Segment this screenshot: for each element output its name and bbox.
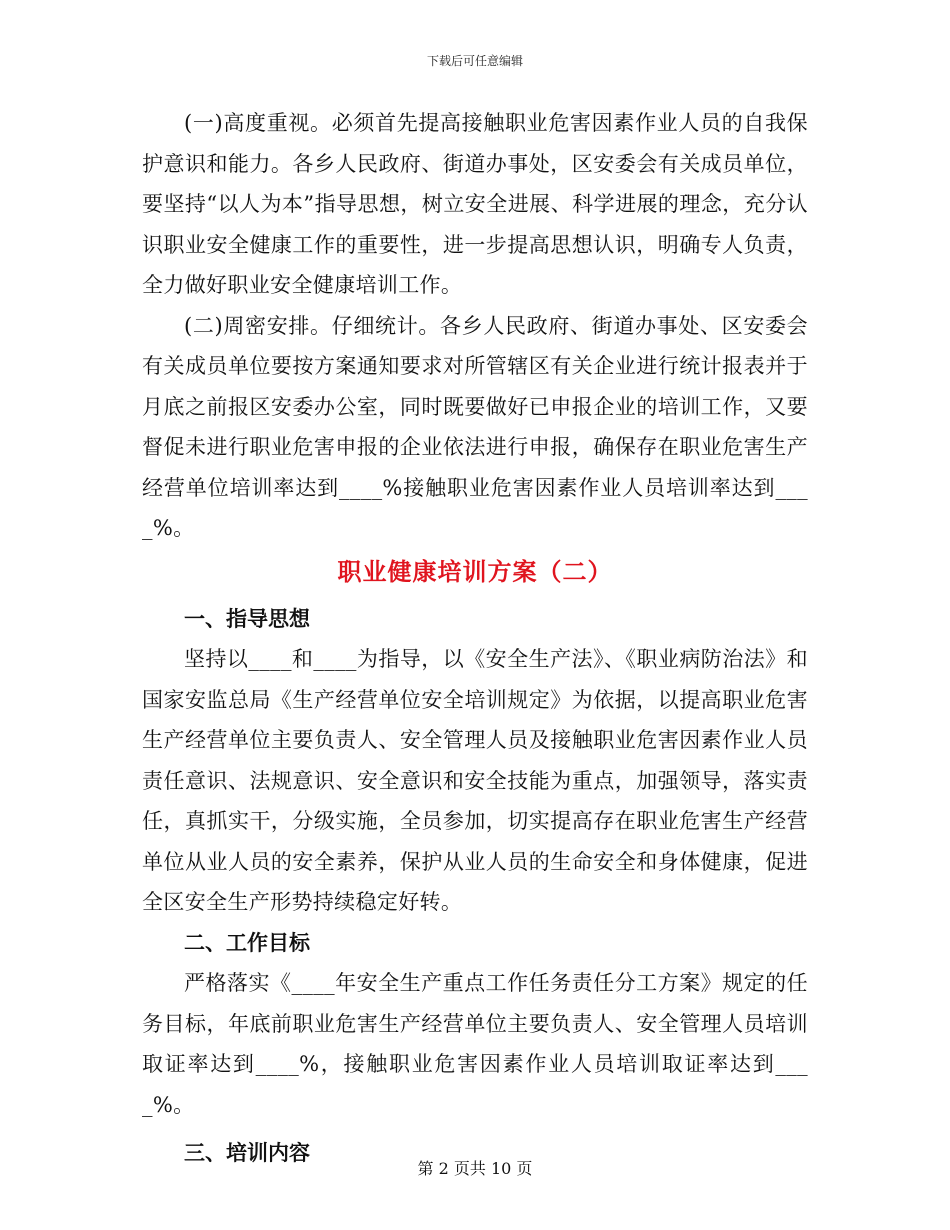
heading-work-goals: 二、工作目标 — [184, 930, 310, 955]
paragraph-attention: (一)高度重视。必须首先提高接触职业危害因素作业人员的自我保护意识和能力。各乡人民政府、街道办事处，区安委会有关成员单位，要坚持“以人为本”指导思想，树立安全进展、科学进展的理念，充分认识职业安全健康工作的重要性，进一步提高思想认识，明确专人负责，全力做好职业安全健康培训工作。 — [142, 111, 808, 297]
section-title: 职业健康培训方案（二） — [337, 556, 613, 586]
paragraph-work-goals: 严格落实《____年安全生产重点工作任务责任分工方案》规定的任务目标，年底前职业危害生产经营单位主要负责人、安全管理人员培训取证率达到____%，接触职业危害因素作业人员培训取证率达到____%。 — [142, 971, 808, 1117]
paragraph-guiding-ideology: 坚持以____和____为指导，以《安全生产法》、《职业病防治法》和国家安监总局《生产经营单位安全培训规定》为依据，以提高职业危害生产经营单位主要负责人、安全管理人员及接触职业危害因素作业人员责任意识、法规意识、安全意识和安全技能为重点，加强领导，落实责任，真抓实干，分级实施，全员参加，切实提高存在职业危害生产经营单位从业人员的安全素养，保护从业人员的生命安全和身体健康，促进全区安全生产形势持续稳定好转。 — [142, 647, 808, 914]
heading-guiding-ideology: 一、指导思想 — [184, 606, 310, 631]
heading-training-content: 三、培训内容 — [184, 1141, 310, 1165]
paragraph-arrangement: (二)周密安排。仔细统计。各乡人民政府、街道办事处、区安委会有关成员单位要按方案通知要求对所管辖区有关企业进行统计报表并于月底之前报区安委办公室，同时既要做好已申报企业的培训工作，又要督促未进行职业危害申报的企业依法进行申报，确保存在职业危害生产经营单位培训率达到____%接触职业危害因素作业人员培训率达到____%。 — [142, 313, 808, 540]
document-body — [142, 103, 808, 1174]
page-header: 下载后可任意编辑 — [426, 54, 523, 68]
page-footer: 第 2 页共 10 页 — [417, 1159, 533, 1178]
